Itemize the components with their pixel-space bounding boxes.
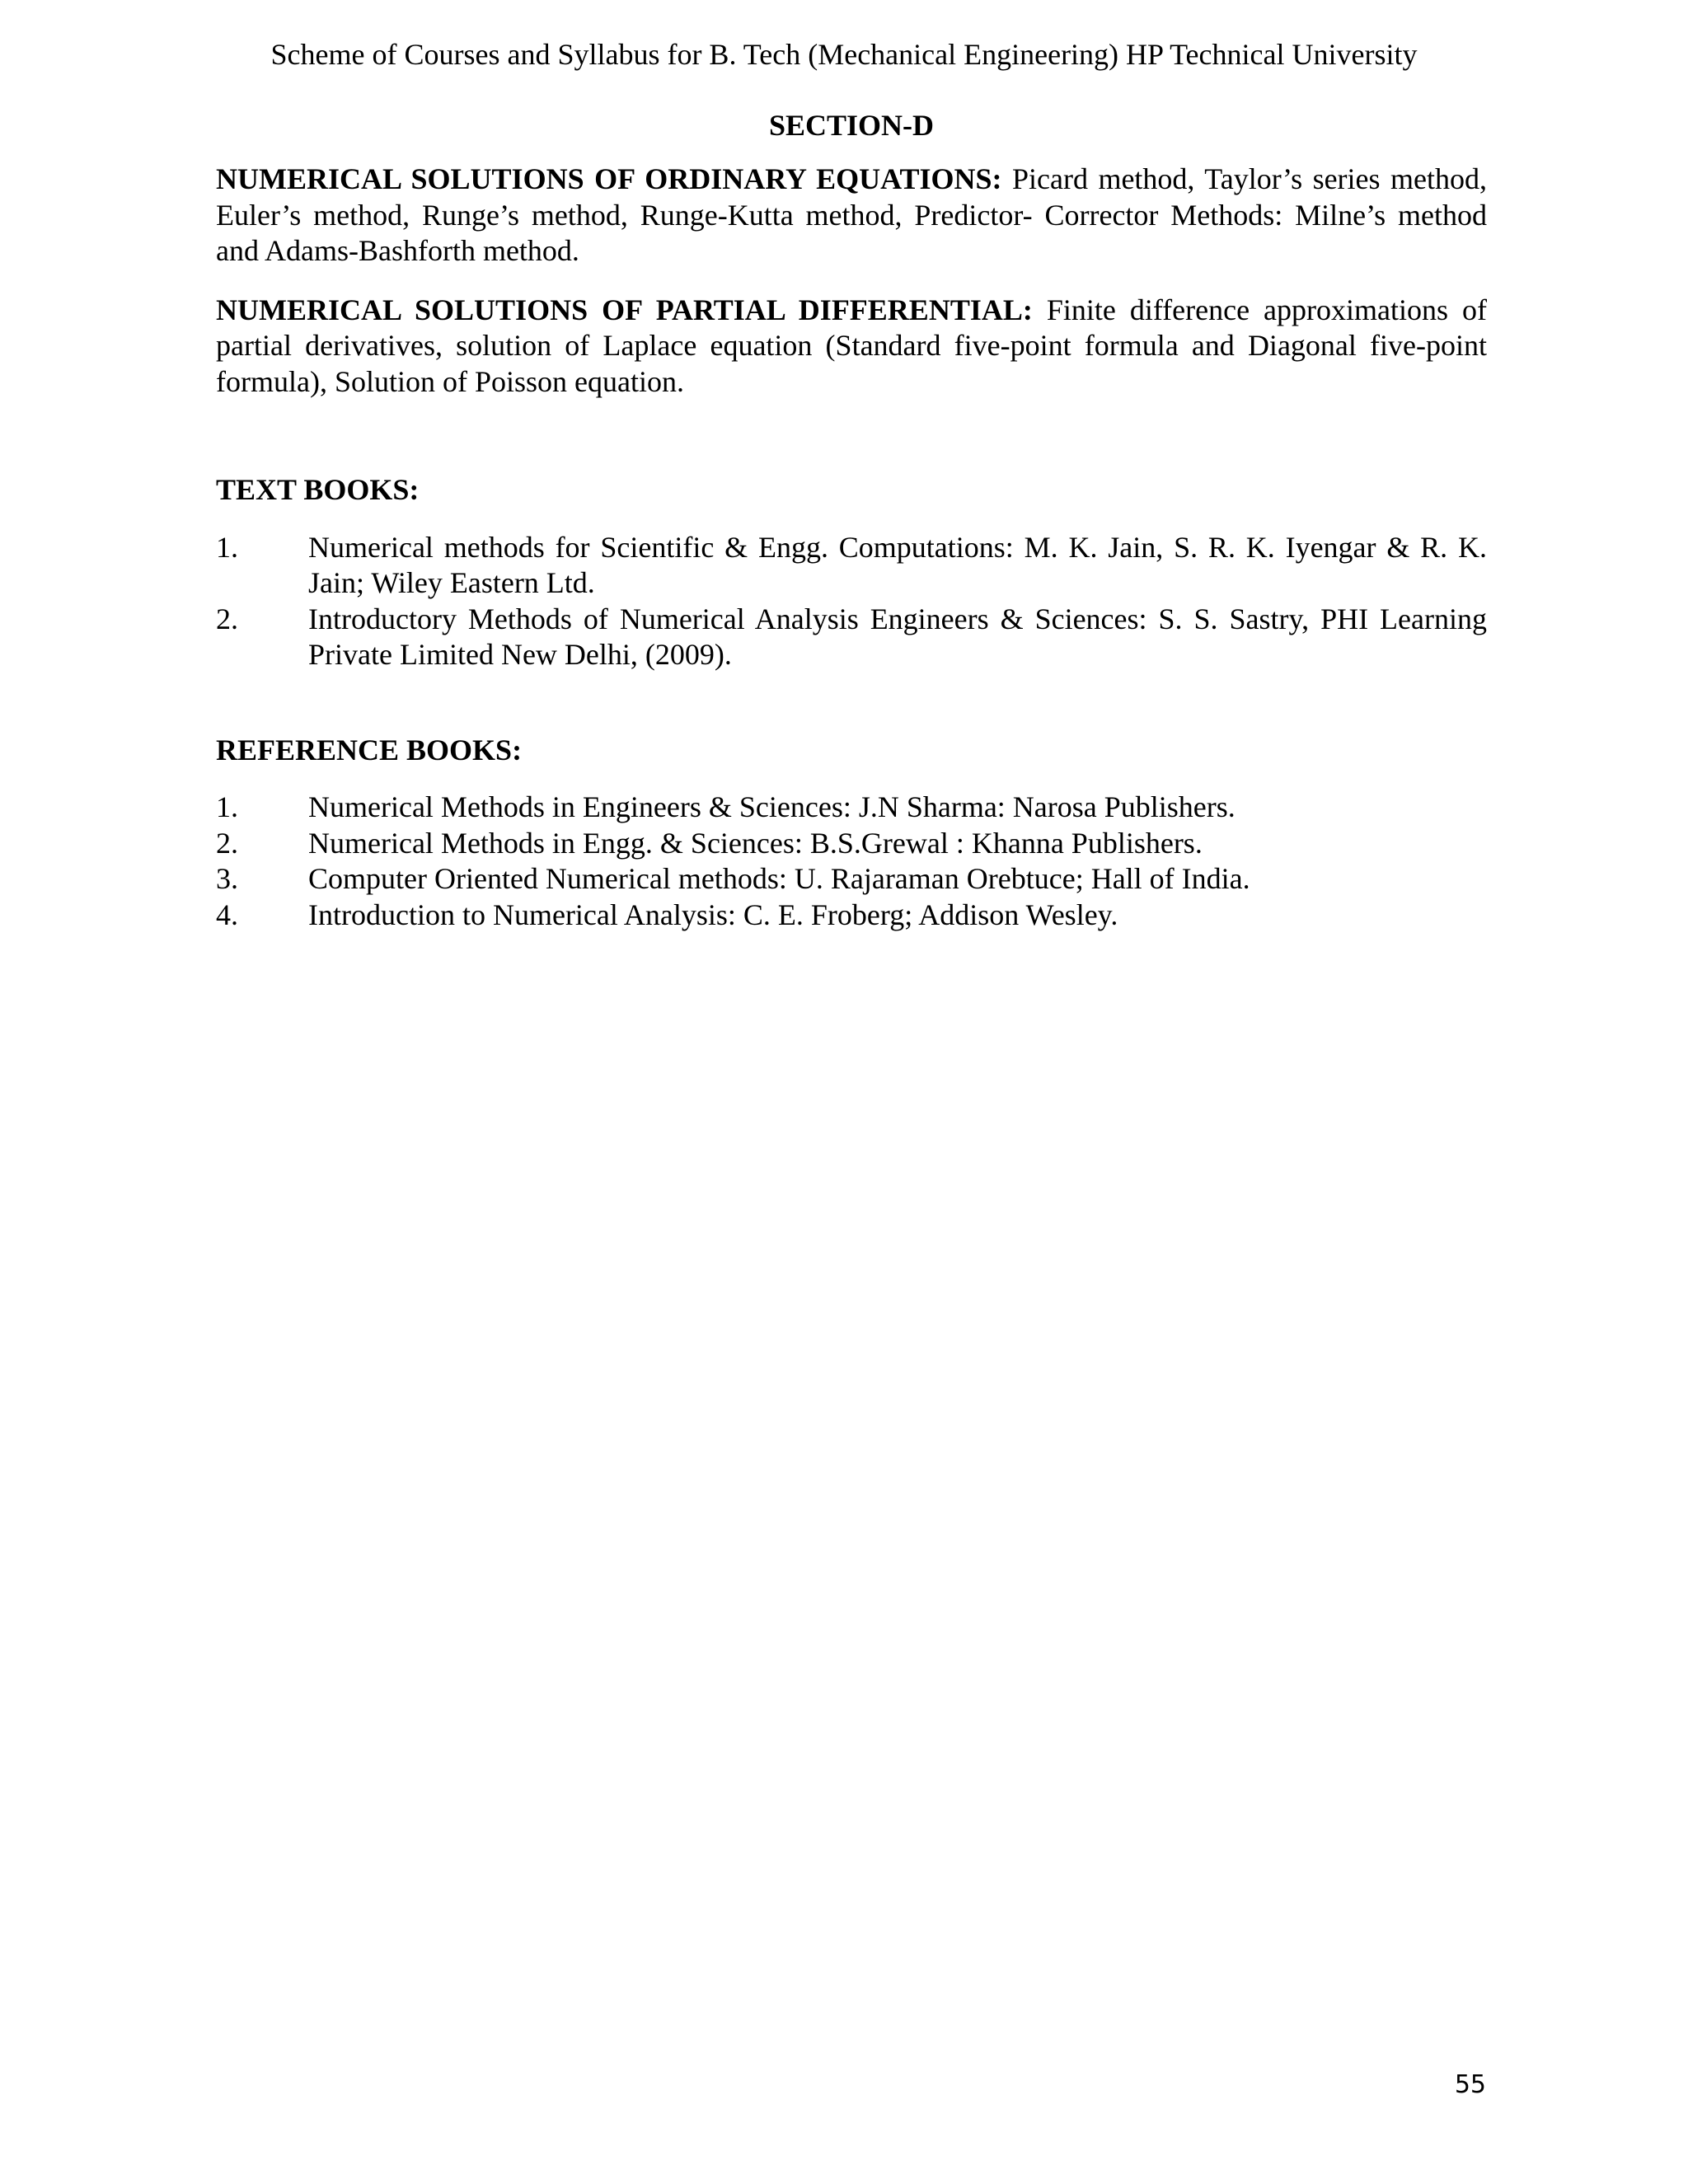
section-title: SECTION-D [768, 109, 935, 142]
list-item-number: 2. [216, 602, 238, 635]
text-books-heading: TEXT BOOKS: [216, 473, 420, 506]
list-item [216, 826, 1487, 862]
list-item-number: 2. [216, 826, 238, 860]
list-item-number: 3. [216, 862, 238, 895]
partial-differential-text: Finite difference approximations of partial derivatives, solution of Laplace equation (Standard five-point formula and Diagonal five-point formula), Solution of Poisson equation. [216, 293, 1487, 398]
running-header: Scheme of Courses and Syllabus for B. Tech (Mechanical Engineering) HP Technical University [270, 38, 1418, 71]
page-number: 55 [1454, 2070, 1486, 2099]
list-item-text: Introduction to Numerical Analysis: C. E. Froberg; Addison Wesley. [308, 898, 1118, 931]
reference-books-heading: REFERENCE BOOKS: [216, 733, 523, 766]
page-content [216, 107, 1487, 933]
list-item [216, 861, 1487, 898]
list-item-number: 1. [216, 790, 238, 823]
ordinary-equations-text: Picard method, Taylor’s series method, Euler’s method, Runge’s method, Runge-Kutta method, Predictor- Corrector Methods: Milne’s method and Adams-Bashforth method. [216, 162, 1488, 267]
reference-books-list [216, 790, 1487, 933]
list-item-text: Numerical Methods in Engg. & Sciences: B.S.Grewal : Khanna Publishers. [308, 826, 1203, 860]
list-item [216, 530, 1487, 602]
partial-differential-heading: NUMERICAL SOLUTIONS OF PARTIAL DIFFERENTIAL: [216, 293, 1033, 326]
list-item-number: 4. [216, 898, 238, 931]
ordinary-equations-paragraph [216, 162, 1487, 269]
ordinary-equations-heading: NUMERICAL SOLUTIONS OF ORDINARY EQUATIONS: [216, 162, 1002, 195]
list-item-text: Computer Oriented Numerical methods: U. Rajaraman Orebtuce; Hall of India. [308, 862, 1250, 895]
list-item-number: 1. [216, 530, 238, 564]
list-item-text: Numerical Methods in Engineers & Sciences: J.N Sharma: Narosa Publishers. [308, 790, 1236, 823]
list-item [216, 790, 1487, 826]
text-books-list [216, 530, 1487, 673]
partial-differential-paragraph [216, 293, 1487, 401]
list-item-text: Introductory Methods of Numerical Analysis Engineers & Sciences: S. S. Sastry, PHI Learning Private Limited New Delhi, (2009). [308, 602, 1487, 671]
list-item [216, 602, 1487, 673]
list-item-text: Numerical methods for Scientific & Engg. Computations: M. K. Jain, S. R. K. Iyengar & R. K. Jain; Wiley Eastern Ltd. [308, 530, 1487, 599]
list-item [216, 898, 1487, 934]
